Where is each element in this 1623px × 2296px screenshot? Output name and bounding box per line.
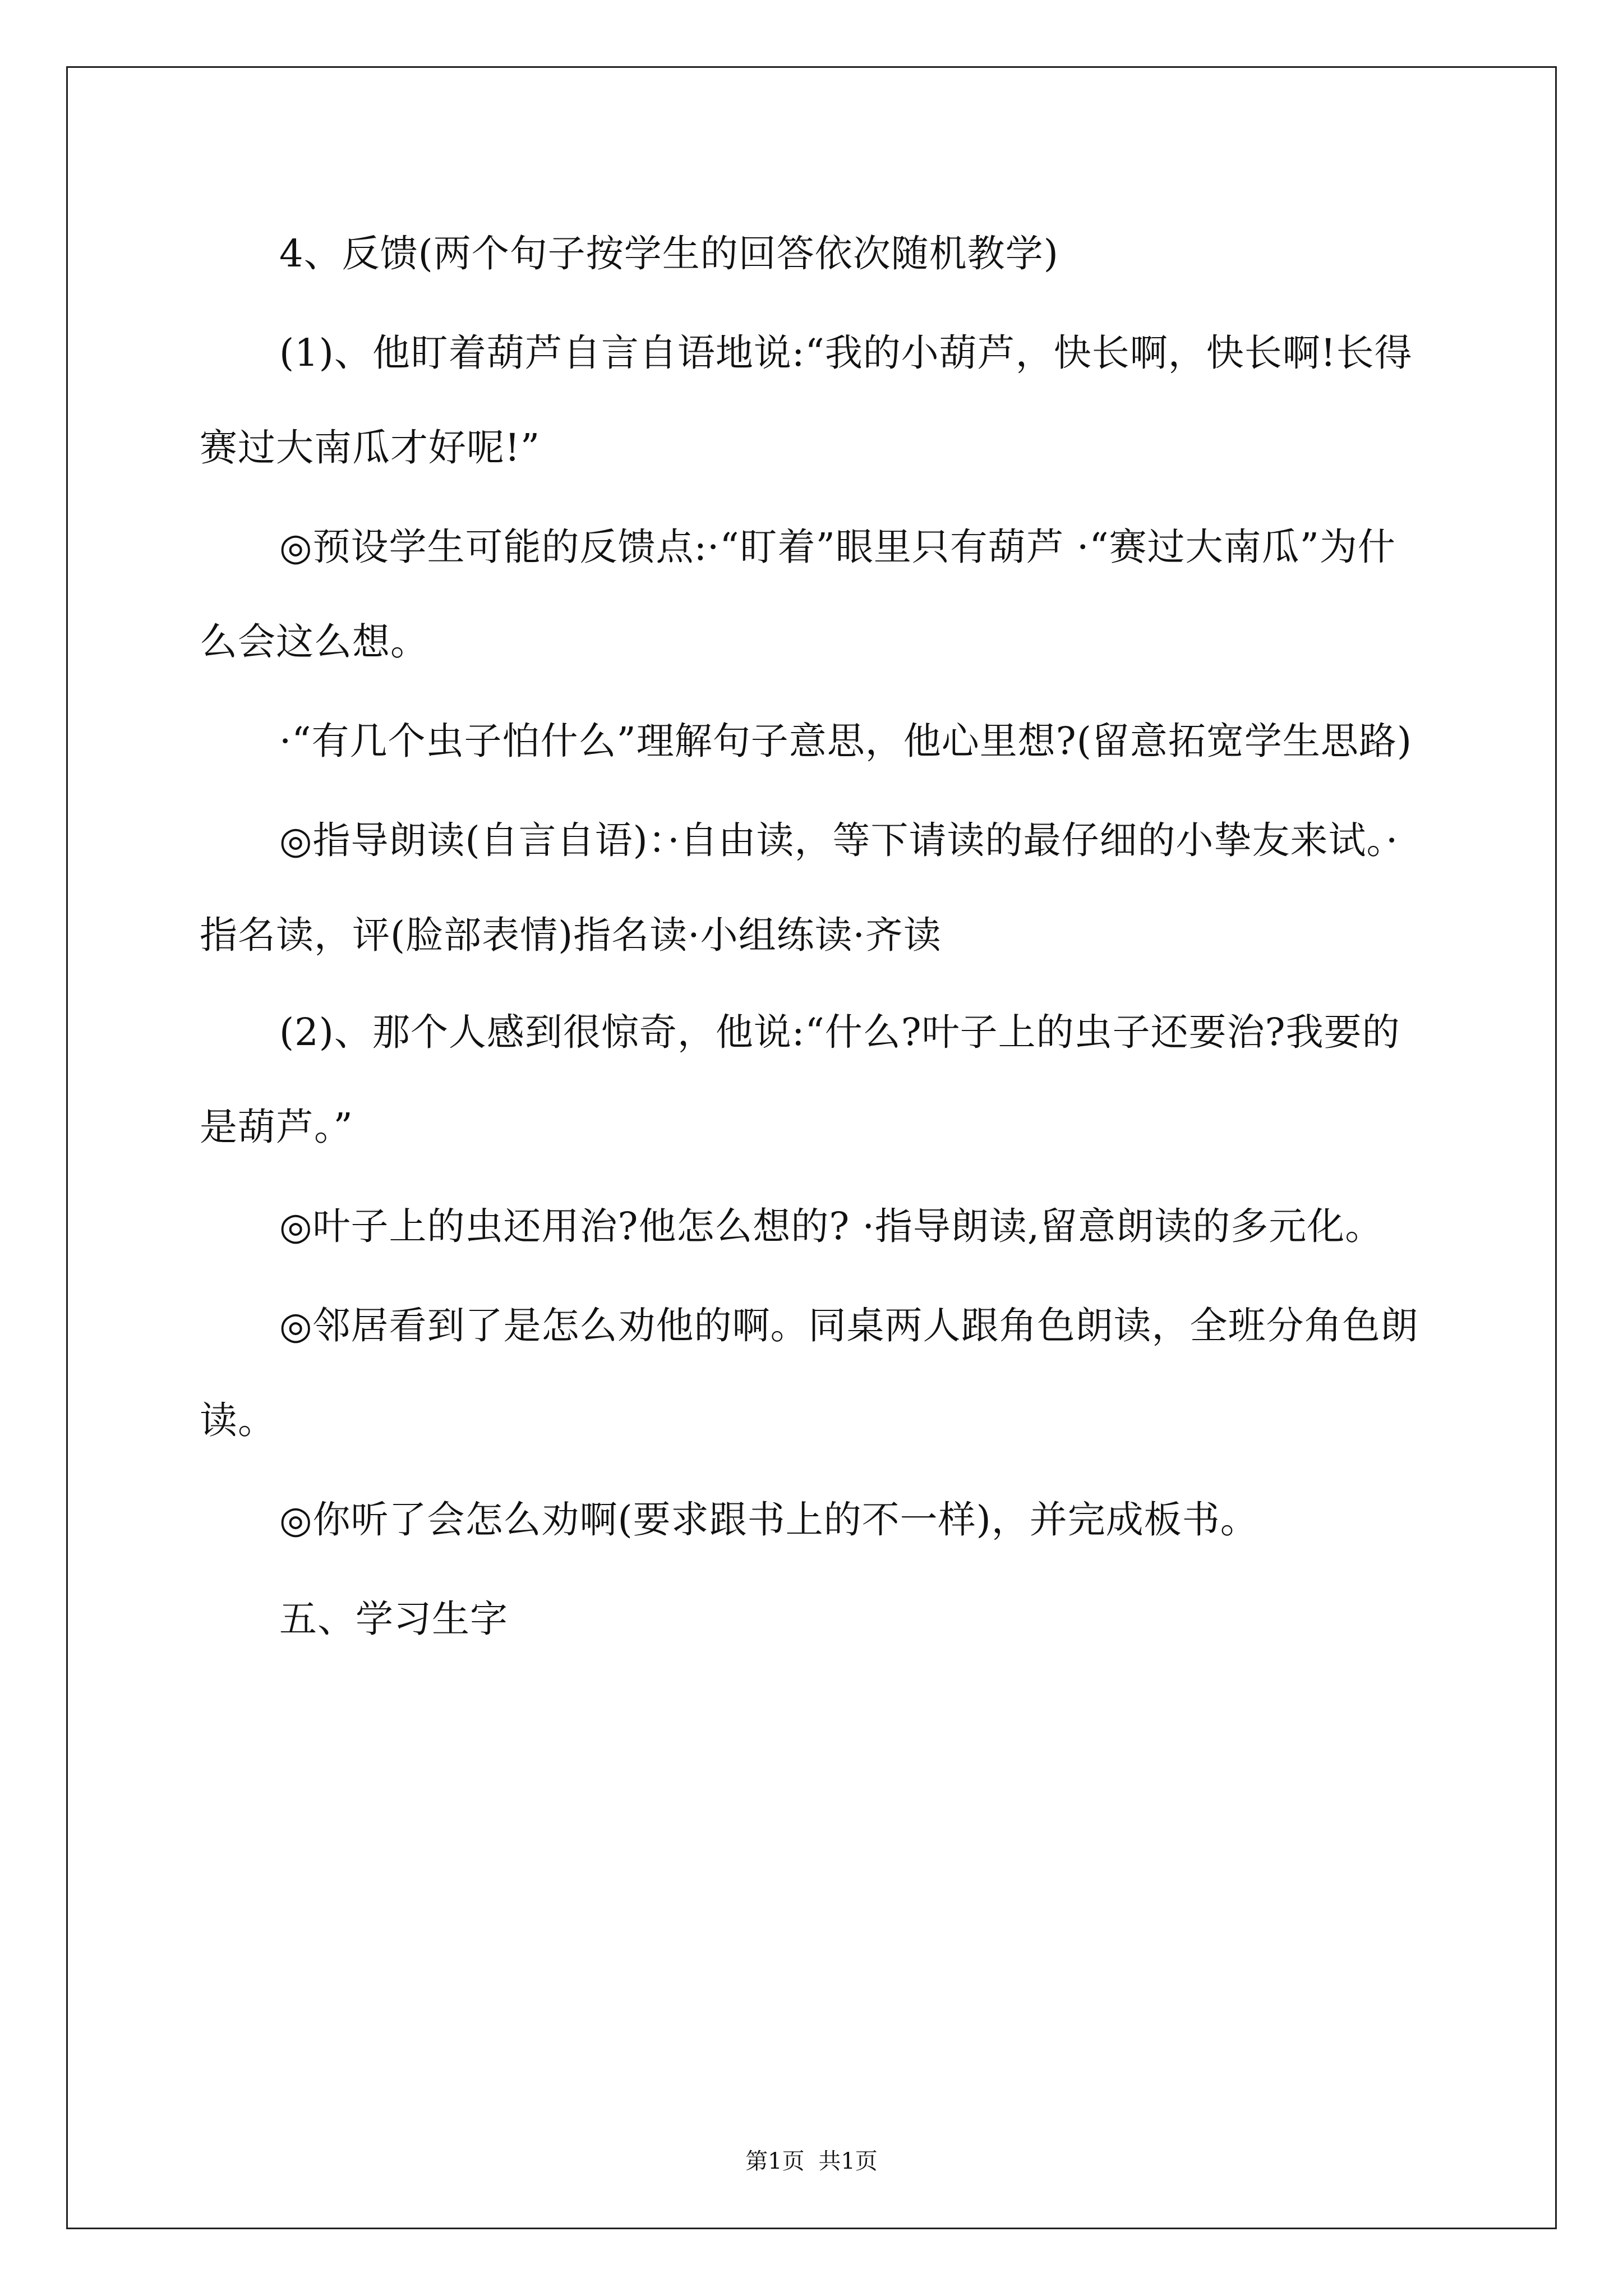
paragraph-neighbor-advice: ◎邻居看到了是怎么劝他的啊。同桌两人跟角色朗读，全班分角色朗读。 (200, 1304, 1419, 1442)
paragraph-sentence-1: (1)、他盯着葫芦自言自语地说:“我的小葫芦，快长啊，快长啊!长得赛过大南瓜才好呢!” (200, 331, 1413, 470)
paragraph-understanding: ·“有几个虫子怕什么”理解句子意思，他心里想?(留意拓宽学生思路) (279, 719, 1412, 763)
paragraph-blackboard: ◎你听了会怎么劝啊(要求跟书上的不一样)，并完成板书。 (279, 1498, 1258, 1542)
paragraph-section-heading: 五、学习生字 (279, 1597, 508, 1641)
paragraph-feedback-heading: 4、反馈(两个句子按学生的回答依次随机教学) (279, 232, 1059, 275)
total-pages-label: 共1页 (818, 2148, 878, 2174)
paragraph-preset-feedback: ◎预设学生可能的反馈点:·“盯着”眼里只有葫芦 ·“赛过大南瓜”为什么会这么想。 (200, 525, 1396, 664)
paragraph-insect-question: ◎叶子上的虫还用治?他怎么想的? ·指导朗读,留意朗读的多元化。 (279, 1204, 1384, 1248)
paragraph-sentence-2: (2)、那个人感到很惊奇，他说:“什么?叶子上的虫子还要治?我要的是葫芦。” (200, 1010, 1400, 1149)
current-page-label: 第1页 (745, 2148, 805, 2174)
paragraph-reading-guidance: ◎指导朗读(自言自语)：·自由读，等下请读的最仔细的小挚友来试。·指名读，评(脸部表情)指名读·小组练读·齐读 (200, 818, 1399, 957)
document-body (200, 206, 1428, 1671)
page-footer (0, 2146, 1623, 2177)
